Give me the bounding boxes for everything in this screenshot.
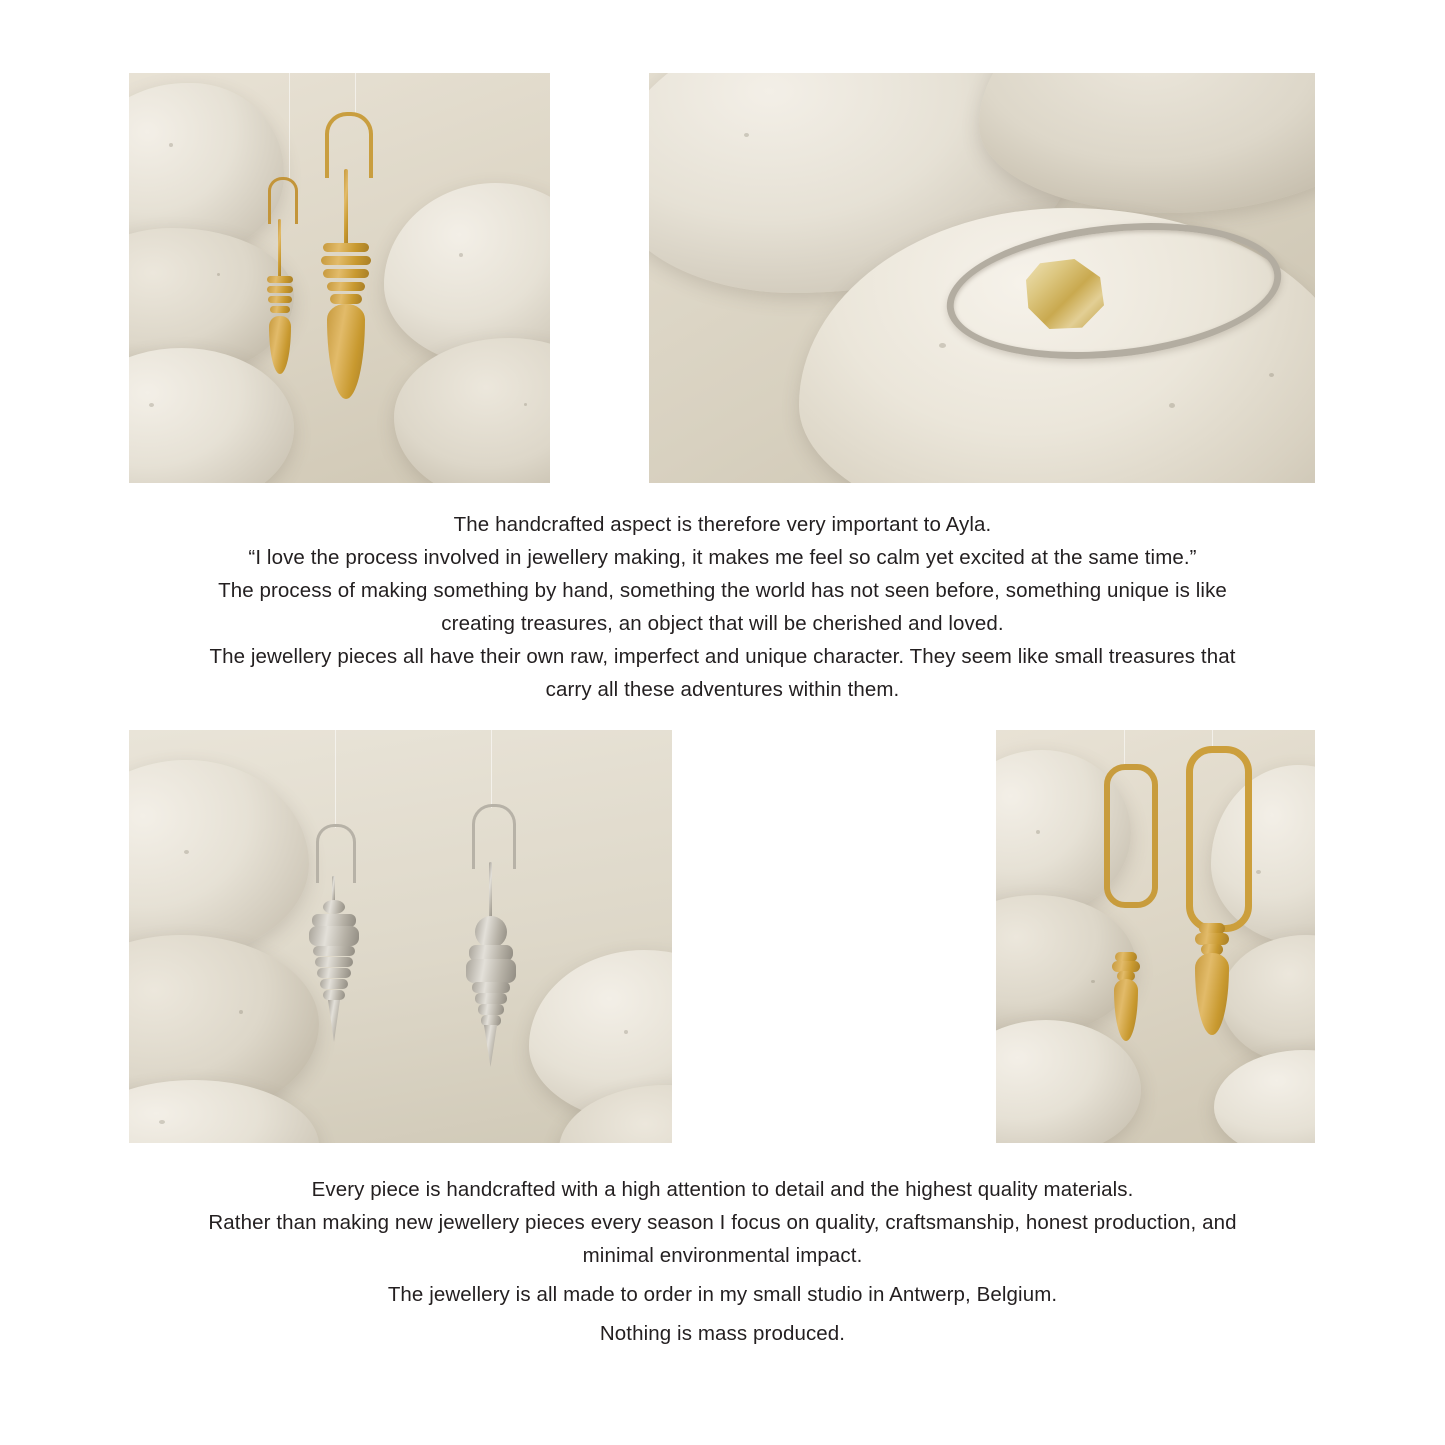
paragraph-one-line-4: creating treasures, an object that will be cherished and loved. <box>441 612 1004 635</box>
paragraph-one-line-1: The handcrafted aspect is therefore very important to Ayla. <box>453 513 992 536</box>
paragraph-one-line-5: The jewellery pieces all have their own raw, imperfect and unique character. They seem like small treasures that <box>209 645 1236 668</box>
gold-hoop-drop-earrings-on-pebbles <box>996 730 1315 1143</box>
gold-drop-earrings-on-pebbles <box>129 73 550 483</box>
paragraph-two-line-1: Every piece is handcrafted with a high attention to detail and the highest quality materials. <box>311 1178 1134 1201</box>
silver-ring-with-faceted-nugget <box>649 73 1315 483</box>
paragraph-one <box>0 508 1445 706</box>
paragraph-one-line-3: The process of making something by hand, something the world has not seen before, something unique is like <box>218 579 1227 602</box>
paragraph-two-line-4: The jewellery is all made to order in my small studio in Antwerp, Belgium. <box>387 1283 1058 1306</box>
paragraph-two-line-3: minimal environmental impact. <box>582 1244 863 1267</box>
paragraph-one-line-2: “I love the process involved in jewellery making, it makes me feel so calm yet excited at the same time.” <box>248 546 1197 569</box>
paragraph-one-line-6: carry all these adventures within them. <box>545 678 900 701</box>
paragraph-two-line-5: Nothing is mass produced. <box>599 1322 846 1345</box>
paragraph-two-line-2: Rather than making new jewellery pieces every season I focus on quality, craftsmanship, honest production, and <box>208 1211 1237 1234</box>
paragraph-two <box>0 1173 1445 1350</box>
silver-spindle-earrings-on-pebbles <box>129 730 672 1143</box>
